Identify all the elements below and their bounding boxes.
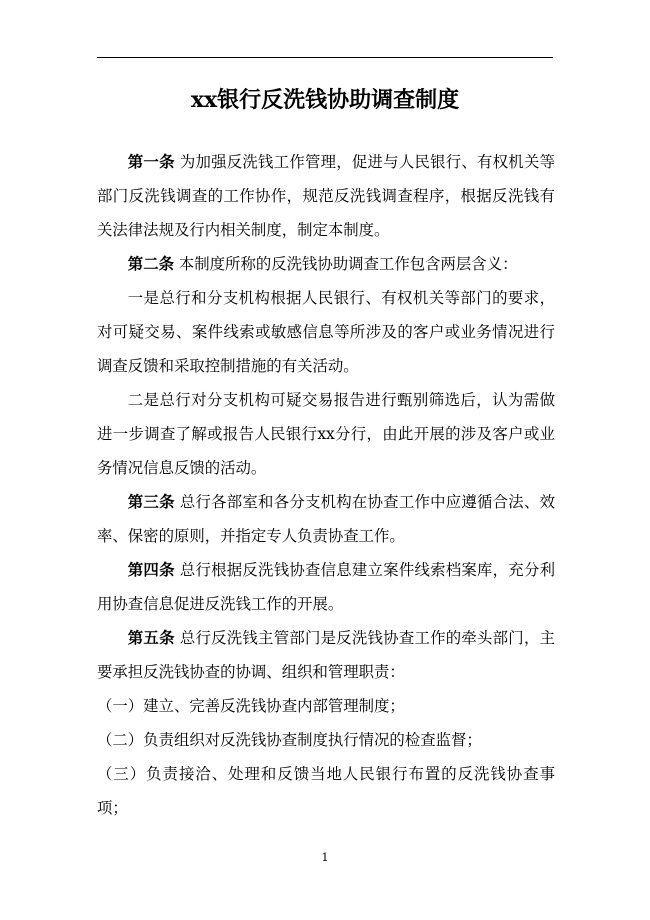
paragraph-text: 二是总行对分支机构可疑交易报告进行甄别筛选后，认为需做进一步调查了解或报告人民银行xx分行，由此开展的涉及客户或业务情况信息反馈的活动。 [97,391,555,477]
list-item-2: （二）负责组织对反洗钱协查制度执行情况的检查监督； [97,731,482,749]
article-number: 第二条 [127,255,174,273]
header-rule [97,57,553,58]
article-text: 总行各部室和各分支机构在协查工作中应遵循合法、效率、保密的原则，并指定专人负责协查工作。 [97,493,555,545]
article-1 [97,145,555,247]
document-title: xx银行反洗钱协助调查制度 [190,87,460,113]
article-text: 为加强反洗钱工作管理，促进与人民银行、有权机关等部门反洗钱调查的工作协作，规范反洗钱调查程序，根据反洗钱有关法律法规及行内相关制度，制定本制度。 [97,153,555,239]
article-5 [97,621,555,689]
article-number: 第三条 [127,493,175,511]
list-item-1: （一）建立、完善反洗钱协查内部管理制度； [97,697,405,715]
article-2 [97,247,555,281]
paragraph-text: 一是总行和分支机构根据人民银行、有权机关等部门的要求，对可疑交易、案件线索或敏感信息等所涉及的客户或业务情况进行调查反馈和采取控制措施的有关活动。 [97,289,555,375]
article-3 [97,485,555,553]
article-number: 第四条 [127,561,175,579]
page-number: 1 [321,851,329,864]
article-2-meaning-2 [97,383,555,485]
article-4 [97,553,555,621]
document-body [97,145,555,825]
article-text: 本制度所称的反洗钱协助调查工作包含两层含义： [173,255,518,273]
article-text: 总行根据反洗钱协查信息建立案件线索档案库，充分利用协查信息促进反洗钱工作的开展。 [97,561,555,613]
list-item-3: （三）负责接洽、处理和反馈当地人民银行布置的反洗钱协查事项； [97,765,555,817]
article-2-meaning-1 [97,281,555,383]
article-number: 第一条 [127,153,175,171]
article-number: 第五条 [127,629,175,647]
article-text: 总行反洗钱主管部门是反洗钱协查工作的牵头部门，主要承担反洗钱协查的协调、组织和管理职责： [97,629,555,681]
